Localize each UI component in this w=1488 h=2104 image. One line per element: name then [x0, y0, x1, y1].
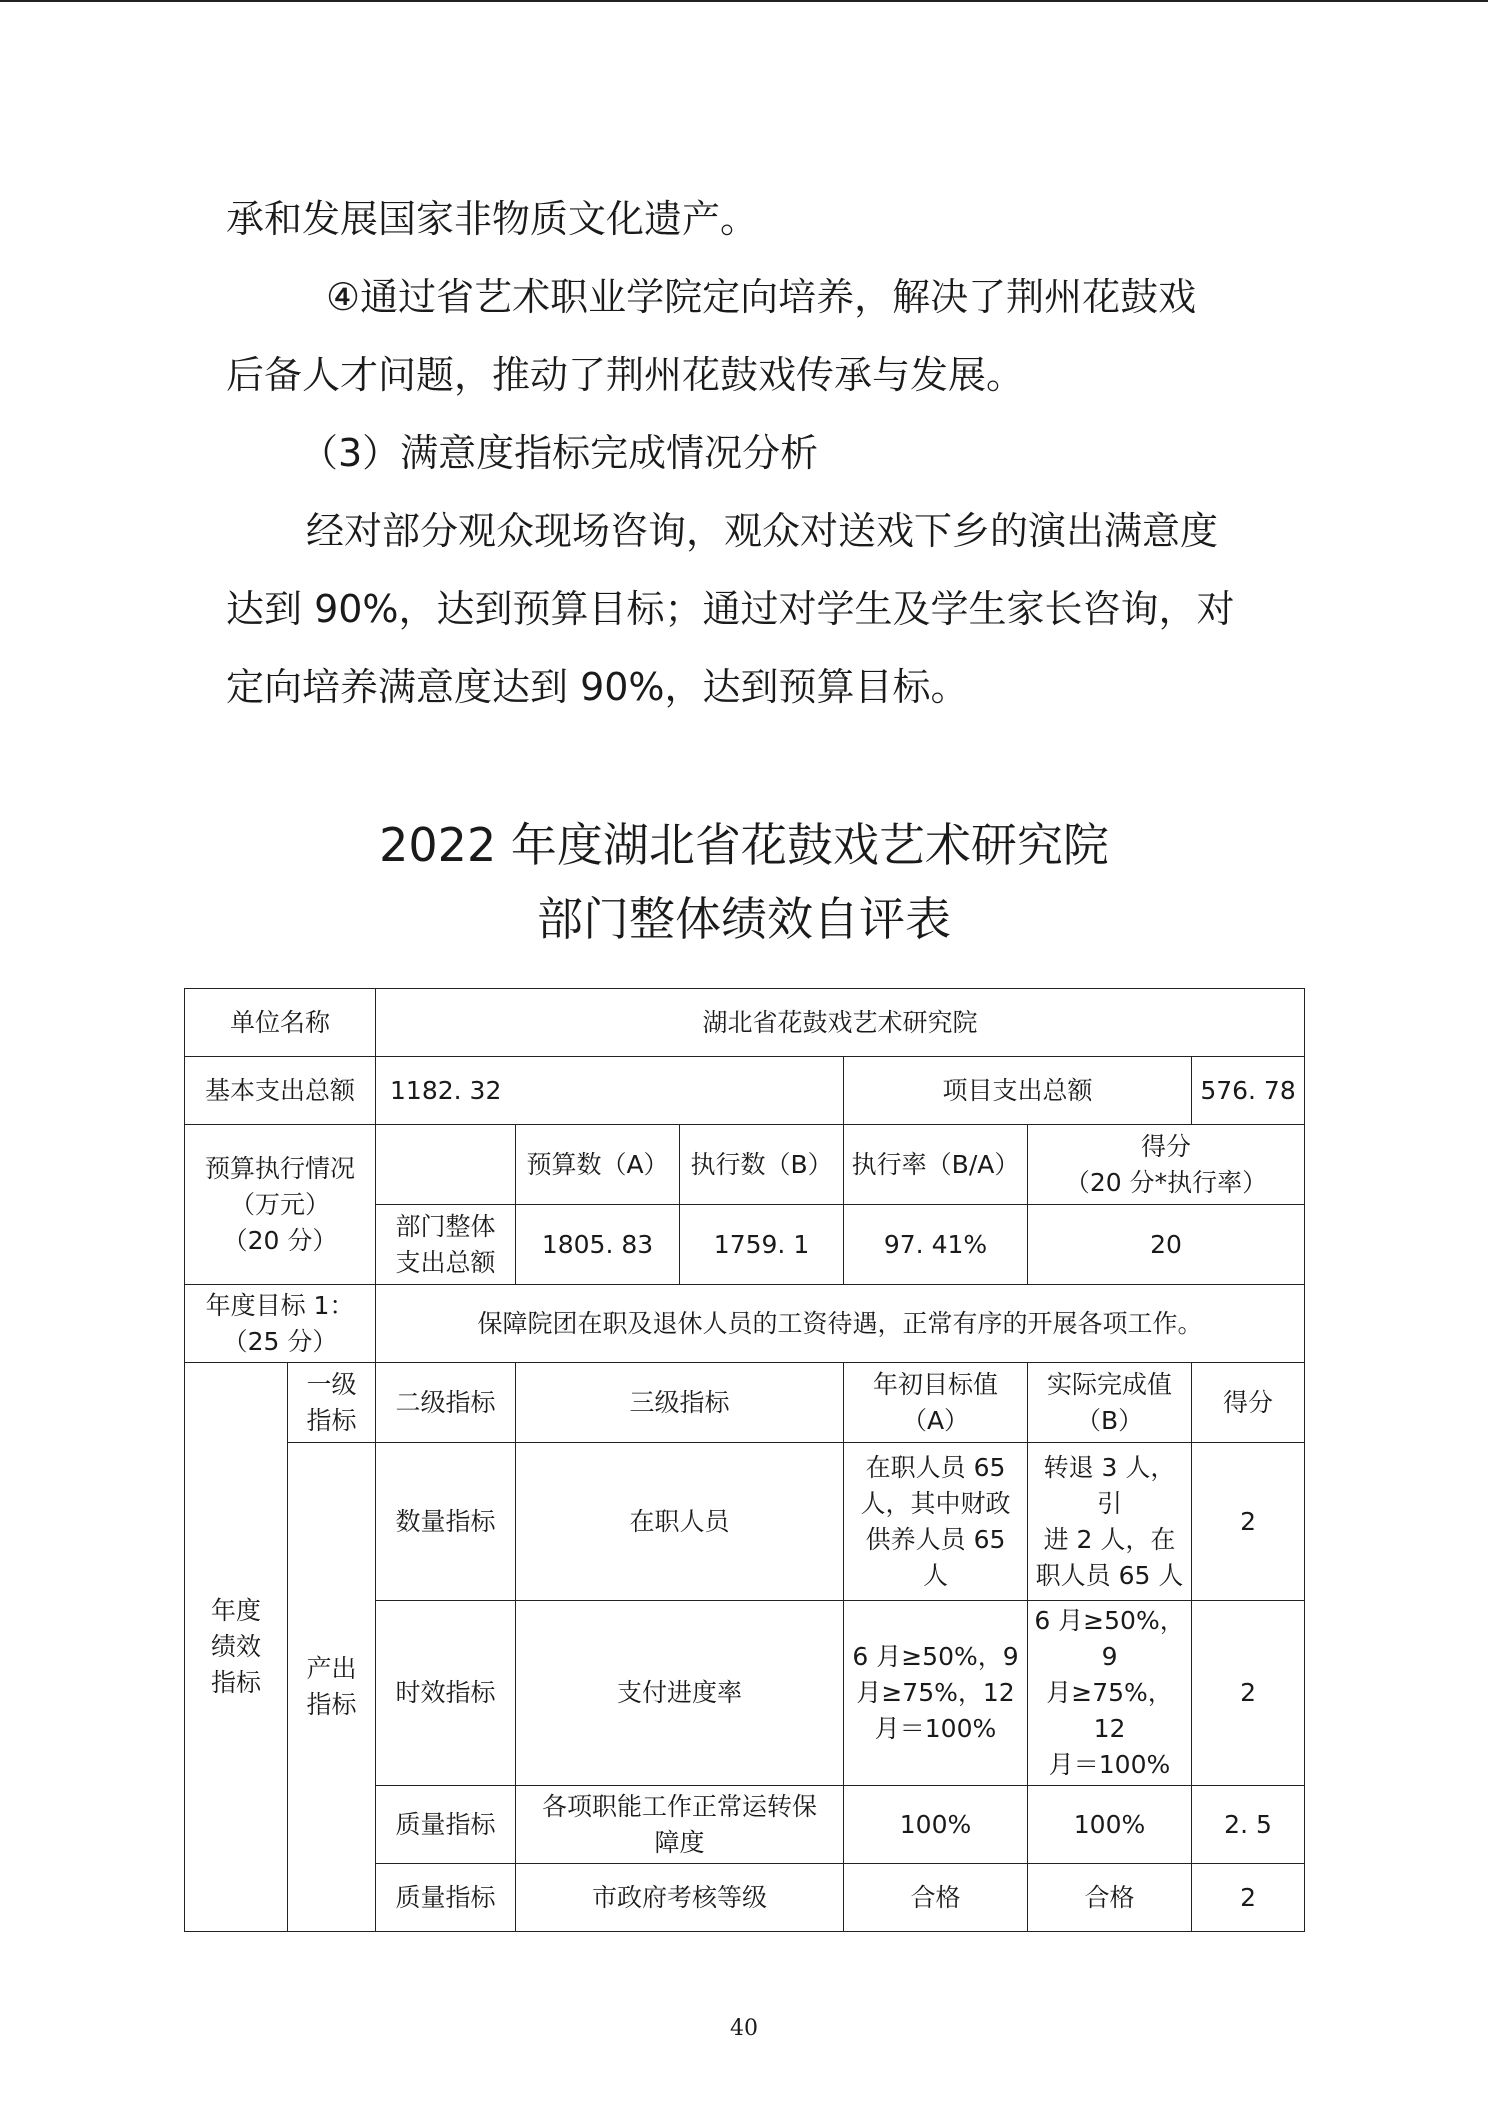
paragraph-line: 定向培养满意度达到 90%，达到预算目标。 — [226, 665, 969, 709]
annual-performance-indicator-label: 年度 绩效 指标 — [185, 1363, 288, 1932]
paragraph-line: 经对部分观众现场咨询，观众对送戏下乡的演出满意度 — [306, 509, 1219, 553]
level3-header: 三级指标 — [516, 1363, 844, 1443]
target-cell: 6 月≥50%，9 月≥75%，12 月＝100% — [844, 1601, 1028, 1786]
unit-name-value: 湖北省花鼓戏艺术研究院 — [376, 989, 1305, 1057]
score-cell: 2 — [1192, 1443, 1305, 1601]
output-indicator-label: 产出 指标 — [288, 1443, 376, 1932]
paragraph-line: 承和发展国家非物质文化遗产。 — [226, 197, 759, 241]
page-top-border — [0, 0, 1488, 2]
level3-cell: 在职人员 — [516, 1443, 844, 1601]
budget-header-a: 预算数（A） — [516, 1125, 680, 1205]
actual-cell: 6 月≥50%，9 月≥75%，12 月＝100% — [1028, 1601, 1192, 1786]
target-cell: 合格 — [844, 1864, 1028, 1932]
dept-score: 20 — [1028, 1205, 1305, 1285]
score-cell: 2 — [1192, 1601, 1305, 1786]
target-cell: 在职人员 65 人，其中财政 供养人员 65 人 — [844, 1443, 1028, 1601]
level2-cell: 质量指标 — [376, 1786, 516, 1864]
table-title-line2: 部门整体绩效自评表 — [537, 892, 951, 946]
blank-cell — [376, 1125, 516, 1205]
paragraph-line: ④通过省艺术职业学院定向培养，解决了荆州花鼓戏 — [326, 275, 1197, 319]
performance-self-evaluation-table — [184, 988, 1305, 1932]
score-cell: 2. 5 — [1192, 1786, 1305, 1864]
budget-execution-label: 预算执行情况 （万元） （20 分） — [185, 1125, 376, 1285]
budget-header-rate: 执行率（B/A） — [844, 1125, 1028, 1205]
actual-cell: 转退 3 人，引 进 2 人，在 职人员 65 人 — [1028, 1443, 1192, 1601]
score-cell: 2 — [1192, 1864, 1305, 1932]
annual-goal-label: 年度目标 1： （25 分） — [185, 1285, 376, 1363]
dept-total-label: 部门整体 支出总额 — [376, 1205, 516, 1285]
target-header: 年初目标值 （A） — [844, 1363, 1028, 1443]
level3-cell: 支付进度率 — [516, 1601, 844, 1786]
level2-cell: 数量指标 — [376, 1443, 516, 1601]
project-expense-value: 576. 78 — [1192, 1057, 1305, 1125]
unit-name-label: 单位名称 — [185, 989, 376, 1057]
section-heading: （3）满意度指标完成情况分析 — [300, 431, 819, 475]
level3-cell: 各项职能工作正常运转保 障度 — [516, 1786, 844, 1864]
actual-header: 实际完成值 （B） — [1028, 1363, 1192, 1443]
paragraph-line: 后备人才问题，推动了荆州花鼓戏传承与发展。 — [226, 353, 1025, 397]
level3-cell: 市政府考核等级 — [516, 1864, 844, 1932]
actual-cell: 100% — [1028, 1786, 1192, 1864]
basic-expense-label: 基本支出总额 — [185, 1057, 376, 1125]
table-title-line1: 2022 年度湖北省花鼓戏艺术研究院 — [379, 818, 1109, 872]
level2-cell: 质量指标 — [376, 1864, 516, 1932]
basic-expense-value: 1182. 32 — [376, 1057, 844, 1125]
level2-cell: 时效指标 — [376, 1601, 516, 1786]
actual-cell: 合格 — [1028, 1864, 1192, 1932]
level2-header: 二级指标 — [376, 1363, 516, 1443]
target-cell: 100% — [844, 1786, 1028, 1864]
budget-header-score: 得分 （20 分*执行率） — [1028, 1125, 1305, 1205]
project-expense-label: 项目支出总额 — [844, 1057, 1192, 1125]
score-header: 得分 — [1192, 1363, 1305, 1443]
annual-goal-text: 保障院团在职及退休人员的工资待遇，正常有序的开展各项工作。 — [376, 1285, 1305, 1363]
budget-header-b: 执行数（B） — [680, 1125, 844, 1205]
page-number: 40 — [730, 2016, 758, 2041]
dept-budget-a: 1805. 83 — [516, 1205, 680, 1285]
dept-execution-rate: 97. 41% — [844, 1205, 1028, 1285]
dept-execution-b: 1759. 1 — [680, 1205, 844, 1285]
paragraph-line: 达到 90%，达到预算目标；通过对学生及学生家长咨询，对 — [226, 587, 1235, 631]
level1-header: 一级 指标 — [288, 1363, 376, 1443]
